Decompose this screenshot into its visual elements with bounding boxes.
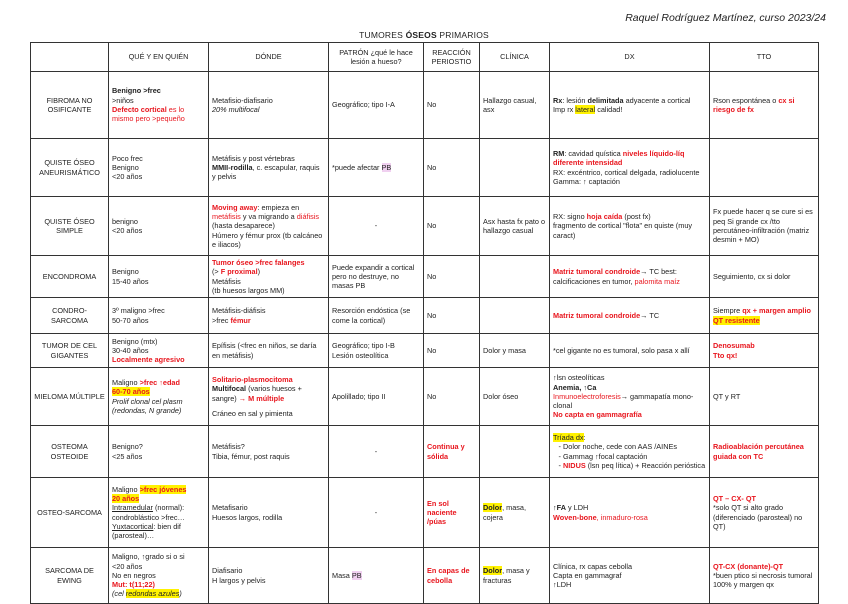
cell-patron: - [329, 478, 424, 548]
tumor-name: CONDRO-SARCOMA [31, 298, 109, 334]
cell-donde: Solitario-plasmocitoma Multifocal (varios huesos + sangre) → M múltiple Cráneo en sal y pimienta [209, 368, 329, 426]
cell-tto: QT y RT [710, 368, 819, 426]
cell-quien: Benigno (mtx) 30-40 años Localmente agresivo [109, 334, 209, 368]
header-dx: DX [550, 43, 710, 72]
cell-tto: Seguimiento, cx si dolor [710, 256, 819, 298]
header-row [31, 43, 819, 72]
cell-clinica [480, 426, 550, 478]
table-row [31, 298, 819, 334]
cell-patron: Geográfico; tipo I-A [329, 72, 424, 139]
cell-tto: QT – CX- QT *solo QT si alto grado (diferenciado (parosteal) no QT) [710, 478, 819, 548]
cell-quien: Maligno, ↑grado si o si <20 años No en negros Mut: t(11;22) (cel redondas azules) [109, 548, 209, 604]
cell-quien: Benigno? <25 años [109, 426, 209, 478]
cell-dx: RM: cavidad quística niveles líquido-líq diferente intensidad RX: excéntrico, cortical delgada, radiolucente Gamma: ↑ captación [550, 139, 710, 197]
cell-quien: Benigno >frec >niños Defecto cortical es lo mismo pero >pequeño [109, 72, 209, 139]
tumor-name: OSTEOMA OSTEOIDE [31, 426, 109, 478]
cell-reaccion: En capas de cebolla [424, 548, 480, 604]
header-patron: PATRÓN ¿qué le hace lesión a hueso? [329, 43, 424, 72]
header-reaccion: REACCIÓN PERIOSTIO [424, 43, 480, 72]
cell-reaccion: No [424, 298, 480, 334]
header-name [31, 43, 109, 72]
cell-reaccion: No [424, 197, 480, 256]
cell-patron: Apolillado; tipo II [329, 368, 424, 426]
cell-donde: Moving away: empieza en metáfisis y va migrando a diáfisis (hasta desaparece) Húmero y fémur prox (tb calcáneo e iliacos) [209, 197, 329, 256]
cell-reaccion: No [424, 368, 480, 426]
cell-tto: Fx puede hacer q se cure si es peq Si grande cx /tto percutáneo-infiltración (matriz desmin + MO) [710, 197, 819, 256]
tumor-name: MIELOMA MÚLTIPLE [31, 368, 109, 426]
list-item: - Gammag ↑focal captación [563, 452, 706, 461]
cell-patron: Geográfico; tipo I-B Lesión osteolítica [329, 334, 424, 368]
cell-quien: Maligno >frec jóvenes 20 años Intramedular (normal): condroblástico >frec… Yuxtacortical: bien dif (parosteal)… [109, 478, 209, 548]
tumor-name: QUISTE ÓSEO ANEURISMÁTICO [31, 139, 109, 197]
cell-reaccion: No [424, 334, 480, 368]
cell-dx: Rx: lesión delimitada adyacente a cortical Imp rx lateral calidad! [550, 72, 710, 139]
cell-tto: Denosumab Tto qx! [710, 334, 819, 368]
cell-patron: - [329, 197, 424, 256]
cell-dx: RX: signo hoja caída (post fx) fragmento de cortical "flota" en quiste (muy caract) [550, 197, 710, 256]
table-row [31, 197, 819, 256]
cell-reaccion: Continua y sólida [424, 426, 480, 478]
cell-clinica: Dolor, masa, cojera [480, 478, 550, 548]
header-donde: DÓNDE [209, 43, 329, 72]
cell-tto: Rson espontánea o cx si riesgo de fx [710, 72, 819, 139]
list-item: - NIDUS (lsn peq lítica) + Reacción perióstica [563, 461, 706, 470]
table-row [31, 139, 819, 197]
header-clinica: CLÍNICA [480, 43, 550, 72]
cell-tto: QT-CX (donante)-QT *buen ptico si necrosis tumoral 100% y margen qx [710, 548, 819, 604]
cell-quien: Maligno >frec ↑edad 60-70 años Prolif clonal cel plasm (redondas, N grande) [109, 368, 209, 426]
cell-reaccion: No [424, 72, 480, 139]
cell-dx: ↑FA y LDH Woven-bone, inmaduro-rosa [550, 478, 710, 548]
tumor-name: TUMOR DE CEL GIGANTES [31, 334, 109, 368]
table-row [31, 72, 819, 139]
cell-patron: Puede expandir a cortical pero no destruye, no masas PB [329, 256, 424, 298]
cell-donde: Diafisario H largos y pelvis [209, 548, 329, 604]
page-title: TUMORES ÓSEOS PRIMARIOS [359, 30, 489, 40]
table-row [31, 334, 819, 368]
cell-donde: Metafisio-diafisario 20% multifocal [209, 72, 329, 139]
tumors-table [30, 42, 819, 604]
cell-dx: ↑lsn osteolíticas Anemia, ↑Ca Inmunoelectroforesis→ gammapatía mono-clonal No capta en gammagrafía [550, 368, 710, 426]
author-name: Raquel Rodríguez Martínez, curso 2023/24 [625, 12, 826, 24]
cell-patron: Masa PB [329, 548, 424, 604]
cell-tto [710, 139, 819, 197]
cell-donde: Metáfisis? Tibia, fémur, post raquis [209, 426, 329, 478]
header-quien: QUÉ Y EN QUIÉN [109, 43, 209, 72]
cell-clinica: Dolor y masa [480, 334, 550, 368]
cell-tto: Siempre qx + margen amplio QT resistente [710, 298, 819, 334]
cell-clinica [480, 256, 550, 298]
cell-patron: Resorción endóstica (se come la cortical) [329, 298, 424, 334]
tumor-name: SARCOMA DE EWING [31, 548, 109, 604]
cell-patron: - [329, 426, 424, 478]
cell-quien: benigno <20 años [109, 197, 209, 256]
cell-dx: Tríada dx: - Dolor noche, cede con AAS /AINEs - Gammag ↑focal captación - NIDUS (lsn peq lítica) + Reacción perióstica [550, 426, 710, 478]
cell-donde: Epífisis (<frec en niños, se daría en metáfisis) [209, 334, 329, 368]
cell-dx: *cel gigante no es tumoral, solo pasa x allí [550, 334, 710, 368]
cell-clinica: Asx hasta fx pato o hallazgo casual [480, 197, 550, 256]
cell-clinica: Dolor óseo [480, 368, 550, 426]
tumor-name: OSTEO-SARCOMA [31, 478, 109, 548]
tumor-name: QUISTE ÓSEO SIMPLE [31, 197, 109, 256]
list-item: - Dolor noche, cede con AAS /AINEs [563, 442, 706, 451]
tumor-name: ENCONDROMA [31, 256, 109, 298]
tumor-name: FIBROMA NO OSIFICANTE [31, 72, 109, 139]
table-row [31, 548, 819, 604]
cell-donde: Tumor óseo >frec falanges (> F proximal) Metáfisis (tb huesos largos MM) [209, 256, 329, 298]
cell-dx: Matriz tumoral condroide→ TC best: calcificaciones en tumor, palomita maíz [550, 256, 710, 298]
cell-donde: Metáfisis-diáfisis >frec fémur [209, 298, 329, 334]
cell-quien: 3º maligno >frec 50-70 años [109, 298, 209, 334]
cell-clinica [480, 139, 550, 197]
table-row [31, 426, 819, 478]
cell-donde: Metáfisis y post vértebras MMII-rodilla, c. escapular, raquis y pelvis [209, 139, 329, 197]
cell-reaccion: No [424, 256, 480, 298]
cell-dx: Matriz tumoral condroide→ TC [550, 298, 710, 334]
header-tto: TTO [710, 43, 819, 72]
cell-donde: Metafisario Huesos largos, rodilla [209, 478, 329, 548]
cell-reaccion: En sol naciente /púas [424, 478, 480, 548]
table-row [31, 478, 819, 548]
cell-reaccion: No [424, 139, 480, 197]
cell-clinica: Dolor, masa y fracturas [480, 548, 550, 604]
cell-patron: *puede afectar PB [329, 139, 424, 197]
cell-dx: Clínica, rx capas cebolla Capta en gammagraf ↑LDH [550, 548, 710, 604]
cell-tto: Radioablación percutánea guiada con TC [710, 426, 819, 478]
table-row [31, 256, 819, 298]
cell-clinica [480, 298, 550, 334]
cell-quien: Benigno 15-40 años [109, 256, 209, 298]
table-row [31, 368, 819, 426]
cell-clinica: Hallazgo casual, asx [480, 72, 550, 139]
cell-quien: Poco frec Benigno <20 años [109, 139, 209, 197]
